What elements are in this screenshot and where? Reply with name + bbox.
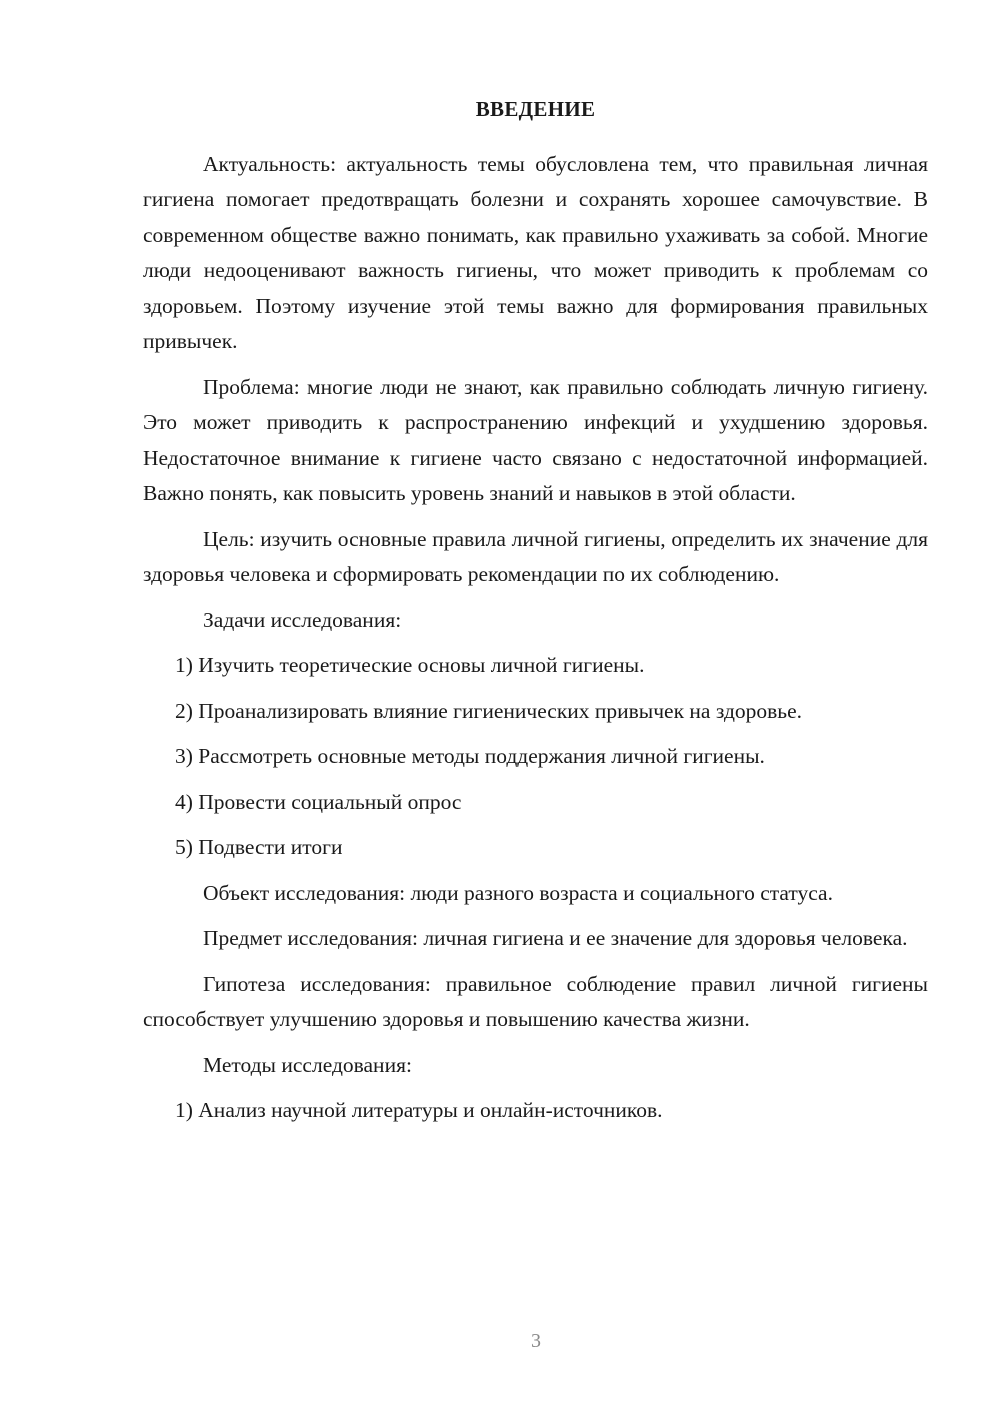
list-item: 1) Анализ научной литературы и онлайн-источников.	[175, 1098, 663, 1122]
tasks-list	[143, 648, 928, 866]
methods-heading: Методы исследования:	[203, 1052, 412, 1077]
page-number: 3	[531, 1330, 541, 1352]
methods-list	[143, 1093, 928, 1129]
document-page	[143, 92, 928, 1139]
page-title: ВВЕДЕНИЕ	[475, 97, 596, 121]
goal-paragraph: Цель: изучить основные правила личной гигиены, определить их значение для здоровья человека и сформировать рекомендации по их соблюдению.	[143, 526, 928, 586]
object-paragraph: Объект исследования: люди разного возраста и социального статуса.	[203, 880, 833, 905]
list-item: 5) Подвести итоги	[175, 835, 343, 859]
tasks-heading: Задачи исследования:	[203, 607, 402, 632]
relevance-paragraph: Актуальность: актуальность темы обусловлена тем, что правильная личная гигиена помогает предотвращать болезни и сохранять хорошее самочувствие. В современном обществе важно понимать, как правильно ухаживать за собой. Многие люди недооценивают важность гигиены, что может приводить к проблемам со здоровьем. Поэтому изучение этой темы важно для формирования правильных привычек.	[143, 151, 928, 353]
subject-paragraph: Предмет исследования: личная гигиена и ее значение для здоровья человека.	[203, 926, 908, 950]
problem-paragraph: Проблема: многие люди не знают, как правильно соблюдать личную гигиену. Это может приводить к распространению инфекций и ухудшению здоровья. Недостаточное внимание к гигиене часто связано с недостаточной информацией. Важно понять, как повысить уровень знаний и навыков в этой области.	[143, 374, 928, 505]
hypothesis-paragraph: Гипотеза исследования: правильное соблюдение правил личной гигиены способствует улучшению здоровья и повышению качества жизни.	[143, 971, 928, 1031]
list-item: 4) Провести социальный опрос	[175, 789, 462, 814]
list-item: 2) Проанализировать влияние гигиенических привычек на здоровье.	[175, 698, 803, 723]
list-item: 1) Изучить теоретические основы личной гигиены.	[175, 653, 645, 677]
list-item: 3) Рассмотреть основные методы поддержания личной гигиены.	[175, 744, 765, 768]
